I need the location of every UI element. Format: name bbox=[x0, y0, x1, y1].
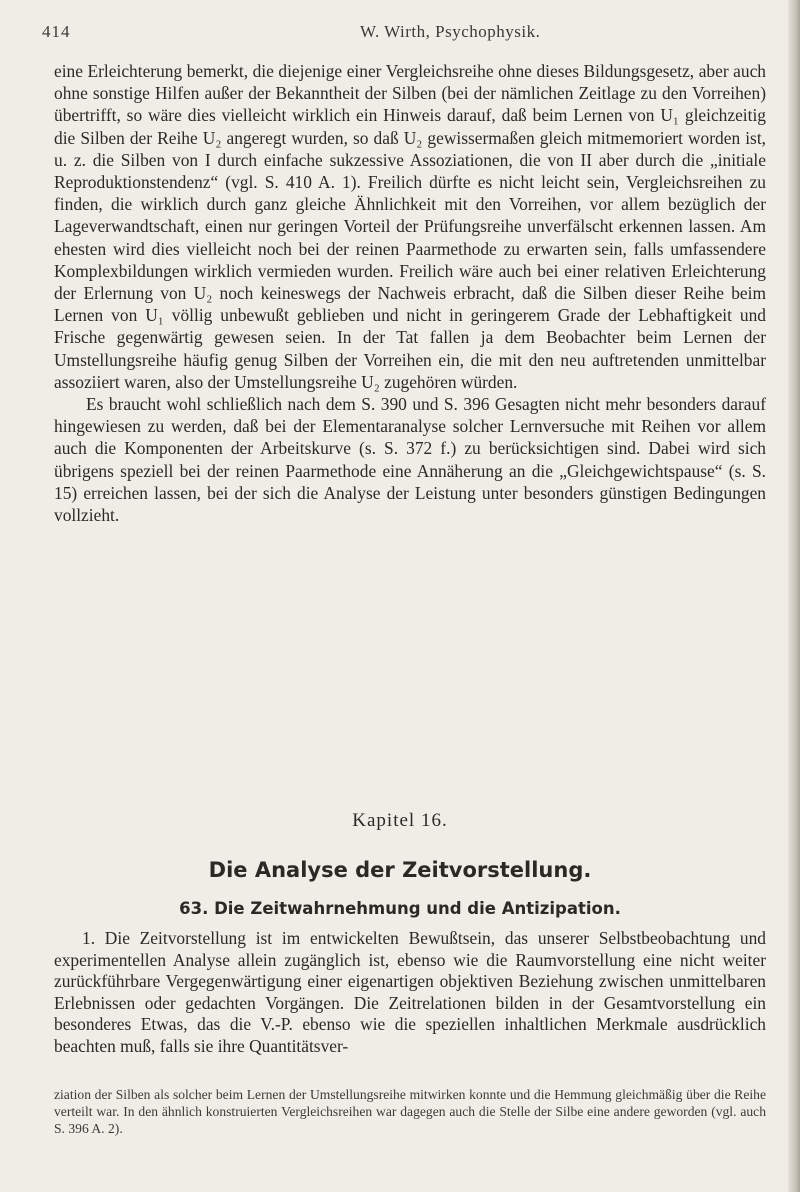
chapter-label: Kapitel 16. bbox=[352, 810, 448, 831]
running-header bbox=[42, 22, 762, 48]
section-title: 63. Die Zeitwahrnehmung und die Antizipation. bbox=[179, 899, 621, 918]
page-edge bbox=[788, 0, 800, 1192]
paragraph: eine Erleichterung bemerkt, die diejenige einer Vergleichsreihe ohne dieses Bildungsgesetz, aber auch ohne sonstige Hilfen außer der Bekanntheit der Silben (bei der nämlichen Zeitlage zu den Vorreihen) übertrifft, so wäre dies vielleicht wirklich ein Hinweis darauf, daß beim Lernen von U₁ gleichzeitig die Silben der Reihe U₂ angeregt wurden, so daß U₂ gewissermaßen gleich mitmemoriert worden ist, u. z. die Silben von I durch einfache sukzessive Assoziationen, die von II aber durch die „initiale Reproduktionstendenz“ (vgl. S. 410 A. 1). Freilich dürfte es nicht leicht sein, Vergleichsreihen zu finden, die wirklich durch ganz gleiche Ähnlichkeit mit den Vorreihen, vor allem bezüglich der Lageverwandtschaft, einen nur geringen Vorteil der Prüfungsreihe unverfälscht erkennen lassen. Am ehesten wird dies vielleicht noch bei der reinen Paarmethode zu erwarten sein, falls umfassendere Komplexbildungen wirklich vermieden wurden. Freilich wäre auch bei einer relativen Erleichterung der Erlernung von U₂ noch keineswegs der Nachweis erbracht, daß die Silben dieser Reihe beim Lernen von U₁ völlig unbewußt geblieben und nicht in geringerem Grade der Lebhaftigkeit und Frische gegenwärtig gewesen seien. In der Tat fallen ja dem Beobachter beim Lernen der Umstellungsreihe häufig genug Silben der Vorreihen ein, die mit den neu auftretenden unmittelbar assoziiert waren, also der Umstellungsreihe U₂ zugehören würden. bbox=[54, 61, 766, 392]
paragraph: 1. Die Zeitvorstellung ist im entwickelten Bewußtsein, das unserer Selbstbeobachtung und experimentellen Analyse allein zugänglich ist, ebenso wie die Raumvorstellung eine nicht weiter zurückführbare Vergegenwärtigung einer eigenartigen objektiven Beziehung zwischen unmittelbaren Erlebnissen oder gedachten Vorgängen. Die Zeitrelationen bilden in der Gesamtvorstellung ein besonderes Etwas, das die V.-P. ebenso wie die speziellen inhaltlichen Merkmale ausdrücklich beachten muß, falls sie ihre Quantitätsver- bbox=[54, 928, 766, 1056]
running-title: W. Wirth, Psychophysik. bbox=[360, 22, 541, 41]
paragraph: Es braucht wohl schließlich nach dem S. 390 und S. 396 Gesagten nicht mehr besonders darauf hingewiesen zu werden, daß bei der Elementaranalyse solcher Lernversuche mit Reihen vor allem auch die Komponenten der Arbeitskurve (s. S. 372 f.) zu berücksichtigen sind. Dabei wird sich übrigens speziell bei der reinen Paarmethode eine Annäherung an die „Gleichgewichtspause“ (s. S. 15) erreichen lassen, bei der sich die Analyse der Leistung unter besonders günstigen Bedingungen vollzieht. bbox=[54, 394, 766, 526]
footnote-text: ziation der Silben als solcher beim Lernen der Umstellungsreihe mitwirken konnte und die Hemmung gleichmäßig über die Reihe verteilt war. In den ähnlich konstruierten Vergleichsreihen war dagegen auch die Stelle der Silbe eine andere geworden (vgl. auch S. 396 A. 2). bbox=[54, 1087, 766, 1136]
chapter-title: Die Analyse der Zeitvorstellung. bbox=[208, 858, 592, 882]
section-body bbox=[54, 928, 766, 1058]
body-text bbox=[54, 60, 766, 526]
footnote bbox=[54, 1086, 766, 1137]
page-number: 414 bbox=[42, 22, 71, 41]
